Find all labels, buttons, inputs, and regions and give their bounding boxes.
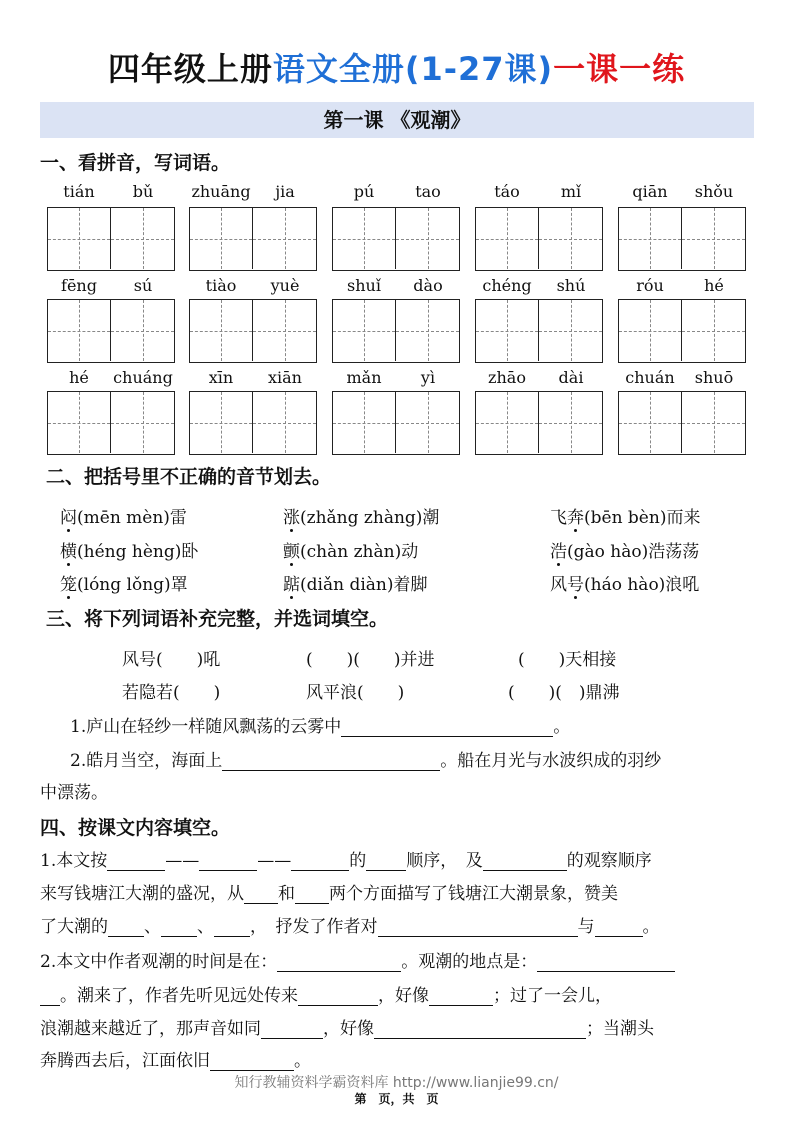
- answer-blank[interactable]: [595, 918, 643, 937]
- section4-heading: 四、按课文内容填空。: [40, 817, 231, 839]
- answer-blank[interactable]: [341, 718, 553, 737]
- writing-grid[interactable]: [618, 299, 746, 363]
- pinyin-label: yuè: [270, 276, 300, 295]
- answer-blank[interactable]: [261, 1020, 323, 1039]
- writing-grid[interactable]: [332, 207, 460, 271]
- text-line-3: 了大潮的 、 、 ， 抒发了作者对 与 。: [40, 917, 660, 937]
- syllable-options: (chàn zhàn)动: [300, 542, 419, 562]
- writing-cell[interactable]: [539, 208, 602, 269]
- target-character: 踮: [283, 575, 300, 595]
- answer-blank[interactable]: [107, 852, 165, 871]
- writing-cell[interactable]: [111, 208, 174, 269]
- pinyin-label: tao: [415, 182, 441, 201]
- writing-cell[interactable]: [476, 208, 539, 269]
- answer-blank[interactable]: [108, 918, 144, 937]
- writing-cell[interactable]: [682, 392, 745, 453]
- word-blank-4[interactable]: 若隐若( ): [122, 683, 221, 703]
- fill-question-1: 1.庐山在轻纱一样随风飘荡的云雾中 。: [70, 717, 571, 737]
- pinyin-label: shú: [556, 276, 586, 295]
- writing-cell[interactable]: [190, 300, 253, 361]
- writing-cell[interactable]: [539, 392, 602, 453]
- answer-blank[interactable]: [277, 953, 401, 972]
- lesson-title: 第一课 《观潮》: [40, 102, 754, 138]
- target-character: 号: [567, 575, 584, 595]
- answer-blank[interactable]: [210, 1052, 294, 1071]
- writing-cell[interactable]: [619, 208, 682, 269]
- pinyin-label: tiào: [205, 276, 237, 295]
- pinyin-label: zhāo: [488, 368, 526, 387]
- word-blank-6[interactable]: ( )( )鼎沸: [508, 683, 620, 703]
- syllable-options: (gào hào)浩荡荡: [567, 542, 700, 562]
- pinyin-label: jia: [275, 182, 295, 201]
- pinyin-label: róu: [636, 276, 664, 295]
- text-line-2: 来写钱塘江大潮的盛况，从 和 两个方面描写了钱塘江大潮景象，赞美: [40, 884, 618, 904]
- writing-cell[interactable]: [619, 392, 682, 453]
- syllable-choice-item[interactable]: [60, 503, 187, 528]
- fill-question-2: 2.皓月当空，海面上 。船在月光与水波织成的羽纱: [70, 751, 662, 771]
- fill-question-2-cont: 中漂荡。: [40, 783, 108, 803]
- writing-cell[interactable]: [253, 208, 316, 269]
- pinyin-label: shuǐ: [347, 276, 381, 295]
- syllable-choice-item[interactable]: [283, 537, 418, 562]
- writing-cell[interactable]: [111, 392, 174, 453]
- syllable-options: (zhǎng zhàng)潮: [300, 508, 440, 528]
- writing-grid[interactable]: [189, 207, 317, 271]
- writing-grid[interactable]: [475, 299, 603, 363]
- writing-grid[interactable]: [47, 207, 175, 271]
- target-character: 颤: [283, 542, 300, 562]
- pinyin-label: xiān: [268, 368, 302, 387]
- section3-heading: 三、将下列词语补充完整，并选词填空。: [46, 608, 389, 630]
- writing-grid[interactable]: [332, 299, 460, 363]
- answer-blank[interactable]: [161, 918, 197, 937]
- title-subject: 语文全册(1-27课): [272, 50, 554, 88]
- answer-blank[interactable]: [374, 1020, 586, 1039]
- writing-cell[interactable]: [333, 300, 396, 361]
- writing-grid[interactable]: [332, 391, 460, 455]
- pinyin-label: chuáng: [113, 368, 173, 387]
- answer-blank[interactable]: [295, 885, 329, 904]
- syllable-choice-item[interactable]: [60, 537, 198, 562]
- answer-blank[interactable]: [298, 987, 378, 1006]
- writing-cell[interactable]: [476, 300, 539, 361]
- text-line-5: 。潮来了，作者先听见远处传来 ，好像 ；过了一会儿，: [40, 981, 612, 1006]
- answer-blank[interactable]: [244, 885, 278, 904]
- target-character: 笼: [60, 575, 77, 595]
- writing-grid[interactable]: [618, 207, 746, 271]
- answer-blank[interactable]: [483, 852, 567, 871]
- syllable-choice-item[interactable]: [550, 503, 700, 528]
- text-line-1: 1.本文按 —— —— 的 顺序， 及 的观察顺序: [40, 851, 652, 871]
- text-line-4: 2.本文中作者观潮的时间是在： 。观潮的地点是：: [40, 947, 675, 972]
- title-practice: 一课一练: [553, 50, 686, 88]
- answer-blank[interactable]: [214, 918, 250, 937]
- writing-cell[interactable]: [396, 300, 459, 361]
- writing-cell[interactable]: [111, 300, 174, 361]
- writing-grid[interactable]: [47, 299, 175, 363]
- writing-cell[interactable]: [539, 300, 602, 361]
- pinyin-label: dào: [413, 276, 443, 295]
- text-line-7: 奔腾西去后，江面依旧 。: [40, 1051, 311, 1071]
- target-character: 奔: [567, 508, 584, 528]
- writing-cell[interactable]: [682, 300, 745, 361]
- answer-blank[interactable]: [366, 852, 406, 871]
- target-character: 涨: [283, 508, 300, 528]
- writing-cell[interactable]: [619, 300, 682, 361]
- pinyin-label: zhuāng: [191, 182, 251, 201]
- title-grade: 四年级上册: [107, 50, 273, 88]
- answer-blank[interactable]: [291, 852, 349, 871]
- writing-cell[interactable]: [190, 392, 253, 453]
- writing-cell[interactable]: [253, 392, 316, 453]
- target-character: 横: [60, 542, 77, 562]
- writing-grid[interactable]: [47, 391, 175, 455]
- syllable-options: (háo hào)浪吼: [584, 575, 700, 595]
- pinyin-label: shuō: [694, 368, 734, 387]
- writing-grid[interactable]: [475, 391, 603, 455]
- syllable-options: (bēn bèn)而来: [584, 508, 701, 528]
- answer-blank[interactable]: [378, 918, 578, 937]
- word-character: 飞: [550, 508, 567, 528]
- writing-cell[interactable]: [396, 208, 459, 269]
- pinyin-label: dài: [558, 368, 584, 387]
- footer-watermark: 知行教辅资料学霸资料库 http://www.lianjie99.cn/: [234, 1075, 559, 1091]
- answer-blank[interactable]: [429, 987, 493, 1006]
- answer-blank[interactable]: [222, 752, 440, 771]
- syllable-choice-item[interactable]: [283, 503, 439, 528]
- writing-cell[interactable]: [476, 392, 539, 453]
- text-line-6: 浪潮越来越近了，那声音如同 ，好像 ；当潮头: [40, 1019, 654, 1039]
- section2-heading: 二、把括号里不正确的音节划去。: [46, 466, 332, 488]
- pinyin-label: sú: [133, 276, 153, 295]
- pinyin-label: qiān: [632, 182, 668, 201]
- word-blank-5[interactable]: 风平浪( ): [306, 683, 405, 703]
- answer-blank[interactable]: [199, 852, 257, 871]
- writing-cell[interactable]: [333, 208, 396, 269]
- pinyin-label: shǒu: [694, 182, 734, 201]
- answer-blank[interactable]: [537, 953, 675, 972]
- pinyin-label: chuán: [625, 368, 675, 387]
- syllable-options: (lóng lǒng)罩: [77, 575, 188, 595]
- syllable-options: (diǎn diàn)着脚: [300, 575, 428, 595]
- writing-cell[interactable]: [253, 300, 316, 361]
- pinyin-label: mǐ: [560, 182, 582, 201]
- pinyin-label: táo: [494, 182, 520, 201]
- pinyin-label: bǔ: [132, 182, 154, 201]
- pinyin-label: mǎn: [346, 368, 382, 387]
- pinyin-label: hé: [704, 276, 724, 295]
- target-character: 浩: [550, 542, 567, 562]
- writing-cell[interactable]: [190, 208, 253, 269]
- document-title: [0, 44, 793, 90]
- writing-cell[interactable]: [48, 300, 111, 361]
- answer-blank[interactable]: [40, 987, 60, 1006]
- pinyin-label: tián: [63, 182, 95, 201]
- syllable-choice-item[interactable]: [550, 570, 699, 595]
- page-number: 第 页，共 页: [354, 1092, 439, 1106]
- word-blank-2[interactable]: ( )( )并进: [306, 650, 435, 670]
- pinyin-label: fēng: [61, 276, 97, 295]
- word-blank-1[interactable]: 风号( )吼: [122, 650, 221, 670]
- writing-grid[interactable]: [475, 207, 603, 271]
- writing-cell[interactable]: [396, 392, 459, 453]
- writing-cell[interactable]: [333, 392, 396, 453]
- syllable-choice-item[interactable]: [283, 570, 427, 595]
- pinyin-label: chéng: [482, 276, 532, 295]
- word-blank-3[interactable]: ( )天相接: [518, 650, 617, 670]
- syllable-options: (mēn mèn)雷: [77, 508, 187, 528]
- section1-heading: 一、看拼音，写词语。: [40, 152, 231, 174]
- writing-cell[interactable]: [48, 208, 111, 269]
- pinyin-label: yì: [420, 368, 436, 387]
- target-character: 闷: [60, 508, 77, 528]
- writing-grid[interactable]: [189, 299, 317, 363]
- syllable-options: (héng hèng)卧: [77, 542, 199, 562]
- pinyin-label: pú: [353, 182, 375, 201]
- pinyin-label: xīn: [208, 368, 234, 387]
- writing-grid[interactable]: [618, 391, 746, 455]
- syllable-choice-item[interactable]: [550, 537, 699, 562]
- pinyin-label: hé: [69, 368, 89, 387]
- writing-cell[interactable]: [48, 392, 111, 453]
- writing-cell[interactable]: [682, 208, 745, 269]
- word-character: 风: [550, 575, 567, 595]
- syllable-choice-item[interactable]: [60, 570, 188, 595]
- writing-grid[interactable]: [189, 391, 317, 455]
